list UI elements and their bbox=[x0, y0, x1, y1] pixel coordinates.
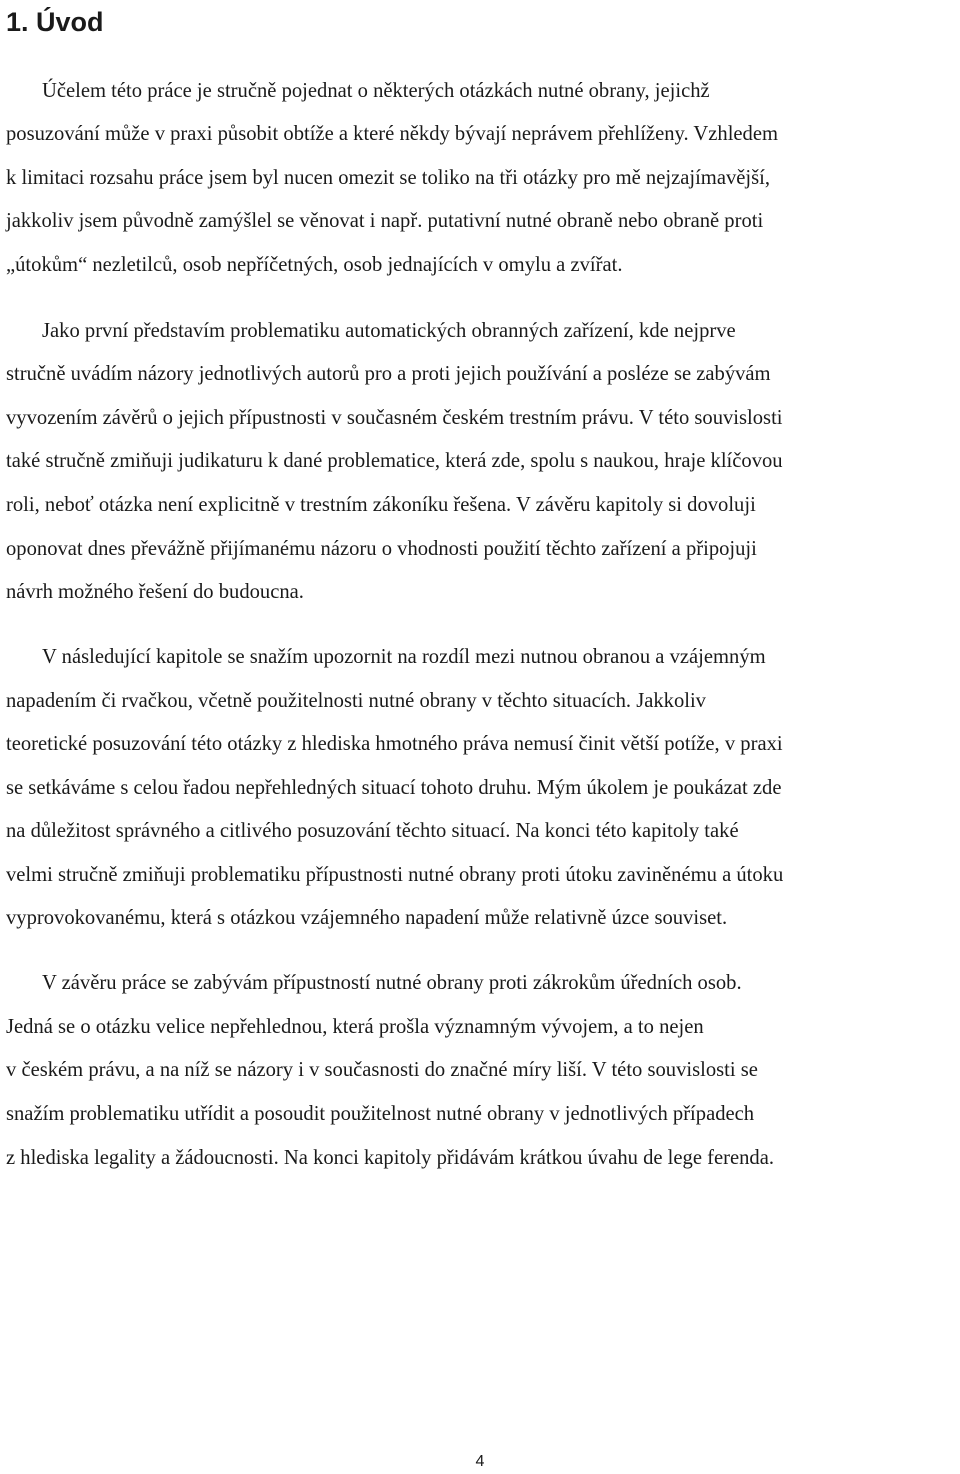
chapter-heading: 1. Úvod bbox=[6, 7, 104, 37]
paragraph-4-line-1: V závěru práce se zabývám přípustností nutné obrany proti zákrokům úředních osob. bbox=[42, 972, 742, 994]
paragraph-2-line-4: také stručně zmiňuji judikaturu k dané problematice, která zde, spolu s naukou, hraje klíčovou bbox=[6, 450, 783, 472]
paragraph-1-line-4: jakkoliv jsem původně zamýšlel se věnovat i např. putativní nutné obraně nebo obraně proti bbox=[6, 210, 764, 232]
paragraph-4-line-2: Jedná se o otázku velice nepřehlednou, která prošla významným vývojem, a to nejen bbox=[6, 1016, 704, 1038]
paragraph-1-line-5: „útokům“ nezletilců, osob nepříčetných, osob jednajících v omylu a zvířat. bbox=[6, 254, 623, 276]
paragraph-3-line-3: teoretické posuzování této otázky z hlediska hmotného práva nemusí činit větší potíže, v praxi bbox=[6, 733, 783, 755]
paragraph-1-line-1: Účelem této práce je stručně pojednat o některých otázkách nutné obrany, jejichž bbox=[42, 80, 710, 102]
paragraph-2-line-6: oponovat dnes převážně přijímanému názoru o vhodnosti použití těchto zařízení a připojuji bbox=[6, 538, 757, 560]
paragraph-4-line-5: z hlediska legality a žádoucnosti. Na konci kapitoly přidávám krátkou úvahu de lege ferenda. bbox=[6, 1147, 774, 1169]
paragraph-1-line-3: k limitaci rozsahu práce jsem byl nucen omezit se toliko na tři otázky pro mě nejzajímavější, bbox=[6, 167, 771, 189]
paragraph-3-line-4: se setkáváme s celou řadou nepřehledných situací tohoto druhu. Mým úkolem je poukázat zde bbox=[6, 777, 782, 799]
paragraph-4-line-3: v českém právu, a na níž se názory i v současnosti do značné míry liší. V této souvislosti se bbox=[6, 1059, 758, 1081]
paragraph-3-line-6: velmi stručně zmiňuji problematiku přípustnosti nutné obrany proti útoku zaviněnému a útoku bbox=[6, 864, 784, 886]
paragraph-2-line-2: stručně uvádím názory jednotlivých autorů pro a proti jejich používání a posléze se zabývám bbox=[6, 363, 771, 385]
paragraph-3-line-1: V následující kapitole se snažím upozornit na rozdíl mezi nutnou obranou a vzájemným bbox=[42, 646, 766, 668]
paragraph-2-line-5: roli, neboť otázka není explicitně v trestním zákoníku řešena. V závěru kapitoly si dovoluji bbox=[6, 494, 756, 516]
paragraph-3-line-5: na důležitost správného a citlivého posuzování těchto situací. Na konci této kapitoly také bbox=[6, 820, 739, 842]
page-number: 4 bbox=[475, 1453, 485, 1470]
paragraph-1-line-2: posuzování může v praxi působit obtíže a které někdy bývají neprávem přehlíženy. Vzhledem bbox=[6, 123, 779, 145]
paragraph-3-line-7: vyprovokovanému, která s otázkou vzájemného napadení může relativně úzce souviset. bbox=[6, 907, 728, 929]
paragraph-4-line-4: snažím problematiku utřídit a posoudit použitelnost nutné obrany v jednotlivých případech bbox=[6, 1103, 755, 1125]
paragraph-2-line-7: návrh možného řešení do budoucna. bbox=[6, 581, 304, 603]
paragraph-3-line-2: napadením či rvačkou, včetně použitelnosti nutné obrany v těchto situacích. Jakkoliv bbox=[6, 690, 706, 712]
paragraph-2-line-3: vyvozením závěrů o jejich přípustnosti v současném českém trestním právu. V této souvislosti bbox=[6, 407, 783, 429]
paragraph-2-line-1: Jako první představím problematiku automatických obranných zařízení, kde nejprve bbox=[42, 320, 736, 342]
